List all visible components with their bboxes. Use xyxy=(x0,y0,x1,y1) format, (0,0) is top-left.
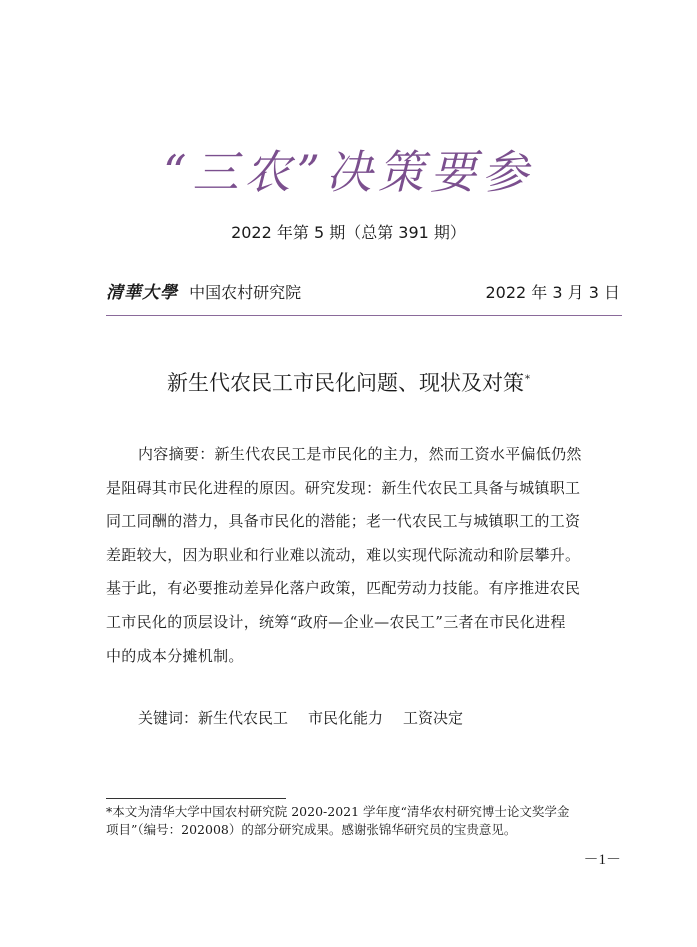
org-name: 中国农村研究院 xyxy=(189,283,302,302)
footnote-divider xyxy=(106,798,286,799)
abstract-line: 差距较大，因为职业和行业难以流动，难以实现代际流动和阶层攀升。 xyxy=(106,545,581,564)
abstract-line: 同工同酬的潜力，具备市民化的潜能；老一代农民工与城镇职工的工资 xyxy=(106,512,581,531)
footnote xyxy=(106,803,626,839)
tsinghua-logo: 清華大學 xyxy=(106,283,178,303)
abstract-line: 是阻碍其市民化进程的原因。研究发现：新生代农民工具备与城镇职工 xyxy=(106,478,581,497)
org-row xyxy=(106,280,620,306)
abstract-line: 工市民化的顶层设计，统筹“政府—企业—农民工”三者在市民化进程 xyxy=(106,612,566,631)
abstract-line xyxy=(106,438,624,472)
publish-date: 2022 年 3 月 3 日 xyxy=(485,283,620,302)
abstract xyxy=(106,438,624,673)
footnote-line: 项目”（编号：202008）的部分研究成果。感谢张锦华研究员的宝贵意见。 xyxy=(106,822,517,837)
footnote-line: *本文为清华大学中国农村研究院 2020-2021 学年度“清华农村研究博士论文奖学金 xyxy=(106,804,570,819)
header-divider xyxy=(106,315,622,316)
abstract-line: 基于此，有必要推动差异化落户政策，匹配劳动力技能。有序推进农民 xyxy=(106,579,581,598)
keyword: 市民化能力 xyxy=(308,709,384,727)
abstract-label: 内容摘要： xyxy=(138,445,215,463)
keywords-label: 关键词： xyxy=(138,709,199,727)
issue-number: 2022 年第 5 期（总第 391 期） xyxy=(231,223,466,242)
article-title-text: 新生代农民工市民化问题、现状及对策 xyxy=(167,371,524,395)
article-title xyxy=(0,365,697,398)
keyword: 新生代农民工 xyxy=(198,709,289,727)
title-footnote-mark: * xyxy=(525,374,530,385)
masthead-title: “三农”决策要参 xyxy=(162,145,535,199)
keywords xyxy=(138,706,483,730)
abstract-line-text: 新生代农民工是市民化的主力，然而工资水平偏低仍然 xyxy=(214,445,582,463)
page-number: －1－ xyxy=(583,852,621,868)
keyword: 工资决定 xyxy=(403,709,464,727)
abstract-line: 中的成本分摊机制。 xyxy=(106,646,244,665)
